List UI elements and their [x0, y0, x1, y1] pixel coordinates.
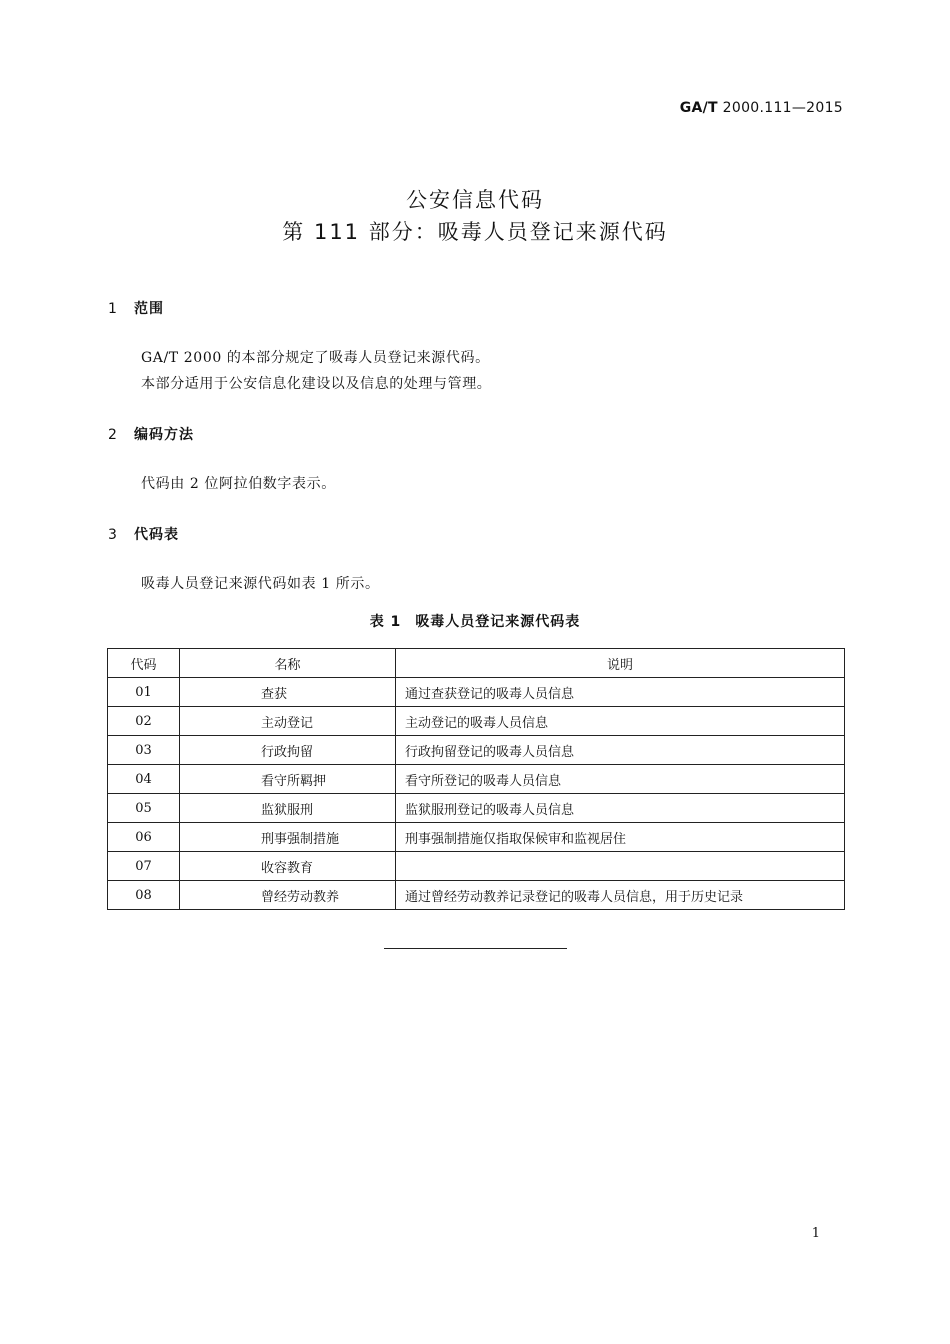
table-row [108, 736, 845, 765]
cell-code: 07 [108, 852, 180, 881]
table-caption [0, 611, 950, 631]
standard-code [680, 100, 843, 116]
standard-number: 2000.111—2015 [722, 100, 843, 116]
cell-description: 刑事强制措施仅指取保候审和监视居住 [396, 823, 845, 852]
cell-name: 监狱服刑 [180, 794, 396, 823]
cell-description: 主动登记的吸毒人员信息 [396, 707, 845, 736]
section-number: 3 [108, 527, 118, 543]
paragraph: 吸毒人员登记来源代码如表 1 所示。 [141, 576, 380, 592]
end-rule-divider [384, 948, 567, 949]
table-row [108, 765, 845, 794]
table-row [108, 823, 845, 852]
cell-name: 刑事强制措施 [180, 823, 396, 852]
table-caption-title: 吸毒人员登记来源代码表 [415, 614, 581, 630]
table-row [108, 794, 845, 823]
code-table [107, 648, 845, 910]
section-number: 1 [108, 301, 118, 317]
cell-name: 查获 [180, 678, 396, 707]
section-heading-scope [108, 298, 164, 318]
page-number: 1 [811, 1226, 820, 1241]
paragraph: 代码由 2 位阿拉伯数字表示。 [141, 476, 336, 492]
header-code: 代码 [108, 649, 180, 678]
table-caption-number: 表 1 [369, 614, 402, 630]
section-title: 代码表 [134, 527, 179, 543]
paragraph: GA/T 2000 的本部分规定了吸毒人员登记来源代码。 [141, 350, 490, 366]
cell-name: 看守所羁押 [180, 765, 396, 794]
paragraph: 本部分适用于公安信息化建设以及信息的处理与管理。 [141, 376, 492, 392]
cell-description: 通过查获登记的吸毒人员信息 [396, 678, 845, 707]
cell-description: 看守所登记的吸毒人员信息 [396, 765, 845, 794]
table-row [108, 852, 845, 881]
table-row [108, 881, 845, 910]
document-subtitle: 第 111 部分：吸毒人员登记来源代码 [282, 220, 668, 244]
cell-code: 05 [108, 794, 180, 823]
header-name: 名称 [180, 649, 396, 678]
header-description: 说明 [396, 649, 845, 678]
cell-description: 通过曾经劳动教养记录登记的吸毒人员信息，用于历史记录 [396, 881, 845, 910]
section-number: 2 [108, 427, 118, 443]
cell-name: 曾经劳动教养 [180, 881, 396, 910]
standard-prefix: GA/T [679, 100, 718, 116]
cell-code: 02 [108, 707, 180, 736]
cell-code: 04 [108, 765, 180, 794]
cell-code: 01 [108, 678, 180, 707]
section-heading-coding-method [108, 424, 194, 444]
cell-description: 监狱服刑登记的吸毒人员信息 [396, 794, 845, 823]
section-heading-code-table [108, 524, 179, 544]
cell-name: 行政拘留 [180, 736, 396, 765]
document-title: 公安信息代码 [406, 188, 544, 212]
cell-code: 03 [108, 736, 180, 765]
table-row [108, 707, 845, 736]
table-header-row [108, 649, 845, 678]
cell-code: 08 [108, 881, 180, 910]
table-row [108, 678, 845, 707]
section-title: 范围 [134, 301, 164, 317]
cell-name: 收容教育 [180, 852, 396, 881]
cell-code: 06 [108, 823, 180, 852]
section-title: 编码方法 [134, 427, 194, 443]
cell-name: 主动登记 [180, 707, 396, 736]
cell-description: 行政拘留登记的吸毒人员信息 [396, 736, 845, 765]
cell-description [396, 852, 845, 881]
